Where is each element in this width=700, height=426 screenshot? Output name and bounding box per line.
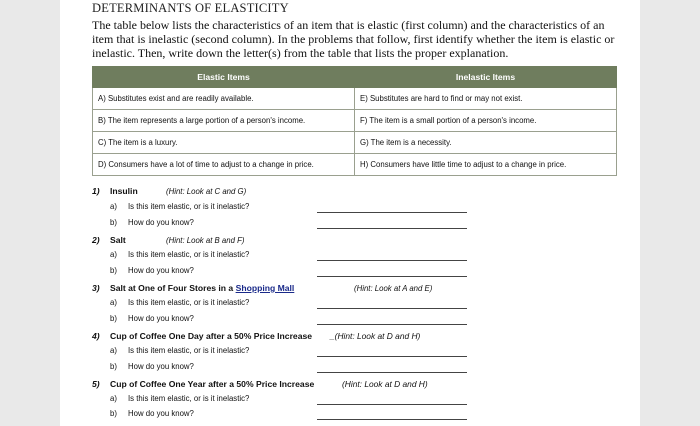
question-number: 5) (92, 379, 100, 389)
answer-line[interactable] (317, 212, 467, 213)
cell-elastic: C) The item is a luxury. (93, 132, 355, 154)
sub-text: Is this item elastic, or is it inelastic? (128, 202, 250, 211)
sub-question-b (110, 314, 194, 323)
cell-inelastic: G) The item is a necessity. (355, 132, 617, 154)
sub-letter: b) (110, 362, 117, 371)
question-number: 1) (92, 186, 100, 196)
answer-line[interactable] (317, 308, 467, 309)
sub-text: How do you know? (128, 362, 194, 371)
question-hint: _(Hint: Look at D and H) (330, 331, 421, 341)
question-title: Salt (110, 235, 126, 245)
sub-text: Is this item elastic, or is it inelastic? (128, 346, 250, 355)
sub-letter: b) (110, 409, 117, 418)
question-2 (92, 235, 126, 245)
question-hint: (Hint: Look at A and E) (354, 284, 433, 293)
sub-question-a (110, 346, 249, 355)
sub-letter: b) (110, 218, 117, 227)
table-row (93, 132, 617, 154)
question-hint: (Hint: Look at C and G) (166, 187, 247, 196)
shopping-mall-link[interactable]: Shopping Mall (235, 283, 295, 293)
cell-inelastic: F) The item is a small portion of a person's income. (355, 110, 617, 132)
answer-line[interactable] (317, 276, 467, 277)
answer-line[interactable] (317, 404, 467, 405)
table-row (93, 88, 617, 110)
sub-text: Is this item elastic, or is it inelastic? (128, 394, 250, 403)
sub-question-a (110, 250, 249, 259)
question-number: 3) (92, 283, 100, 293)
sub-letter: a) (110, 298, 117, 307)
sub-question-b (110, 362, 194, 371)
table-row (93, 110, 617, 132)
question-number: 2) (92, 235, 100, 245)
question-5 (92, 379, 314, 389)
sub-letter: a) (110, 250, 117, 259)
sub-letter: a) (110, 394, 117, 403)
question-title: Cup of Coffee One Year after a 50% Price Increase (110, 379, 315, 389)
sub-text: How do you know? (128, 266, 194, 275)
answer-line[interactable] (317, 356, 467, 357)
sub-question-b (110, 218, 194, 227)
header-inelastic: Inelastic Items (355, 67, 617, 88)
question-title: Insulin (110, 186, 138, 196)
answer-line[interactable] (317, 419, 467, 420)
header-elastic: Elastic Items (93, 67, 355, 88)
cell-inelastic: H) Consumers have little time to adjust to a change in price. (355, 154, 617, 176)
sub-letter: a) (110, 202, 117, 211)
intro-paragraph: The table below lists the characteristics of an item that is elastic (first column) and the characteristics of an item that is inelastic (second column). In the problems that follow, first identify whether the item is elastic or inelastic. Then, write down the letter(s) from the table that lists the proper explanation. (92, 18, 615, 60)
answer-line[interactable] (317, 260, 467, 261)
question-number: 4) (92, 331, 100, 341)
cell-elastic: B) The item represents a large portion of a person's income. (93, 110, 355, 132)
elasticity-table (92, 66, 617, 176)
question-hint: (Hint: Look at D and H) (342, 379, 428, 389)
sub-letter: a) (110, 346, 117, 355)
sub-text: How do you know? (128, 409, 194, 418)
sub-text: Is this item elastic, or is it inelastic? (128, 250, 250, 259)
sub-question-a (110, 394, 249, 403)
sub-letter: b) (110, 266, 117, 275)
answer-line[interactable] (317, 324, 467, 325)
sub-question-b (110, 266, 194, 275)
answer-line[interactable] (317, 372, 467, 373)
sub-question-a (110, 298, 249, 307)
sub-question-a (110, 202, 249, 211)
answer-line[interactable] (317, 228, 467, 229)
page-title: DETERMINANTS OF ELASTICITY (92, 1, 289, 15)
question-title: Salt at One of Four Stores in a (110, 283, 236, 293)
sub-question-b (110, 409, 194, 418)
sub-text: Is this item elastic, or is it inelastic? (128, 298, 250, 307)
question-1 (92, 186, 138, 196)
question-4 (92, 331, 312, 341)
cell-elastic: D) Consumers have a lot of time to adjust to a change in price. (93, 154, 355, 176)
sub-letter: b) (110, 314, 117, 323)
cell-elastic: A) Substitutes exist and are readily available. (93, 88, 355, 110)
question-hint: (Hint: Look at B and F) (166, 236, 245, 245)
cell-inelastic: E) Substitutes are hard to find or may not exist. (355, 88, 617, 110)
question-3 (92, 283, 294, 293)
sub-text: How do you know? (128, 314, 194, 323)
table-header-row (93, 67, 617, 88)
sub-text: How do you know? (128, 218, 194, 227)
table-row (93, 154, 617, 176)
question-title: Cup of Coffee One Day after a 50% Price Increase (110, 331, 313, 341)
